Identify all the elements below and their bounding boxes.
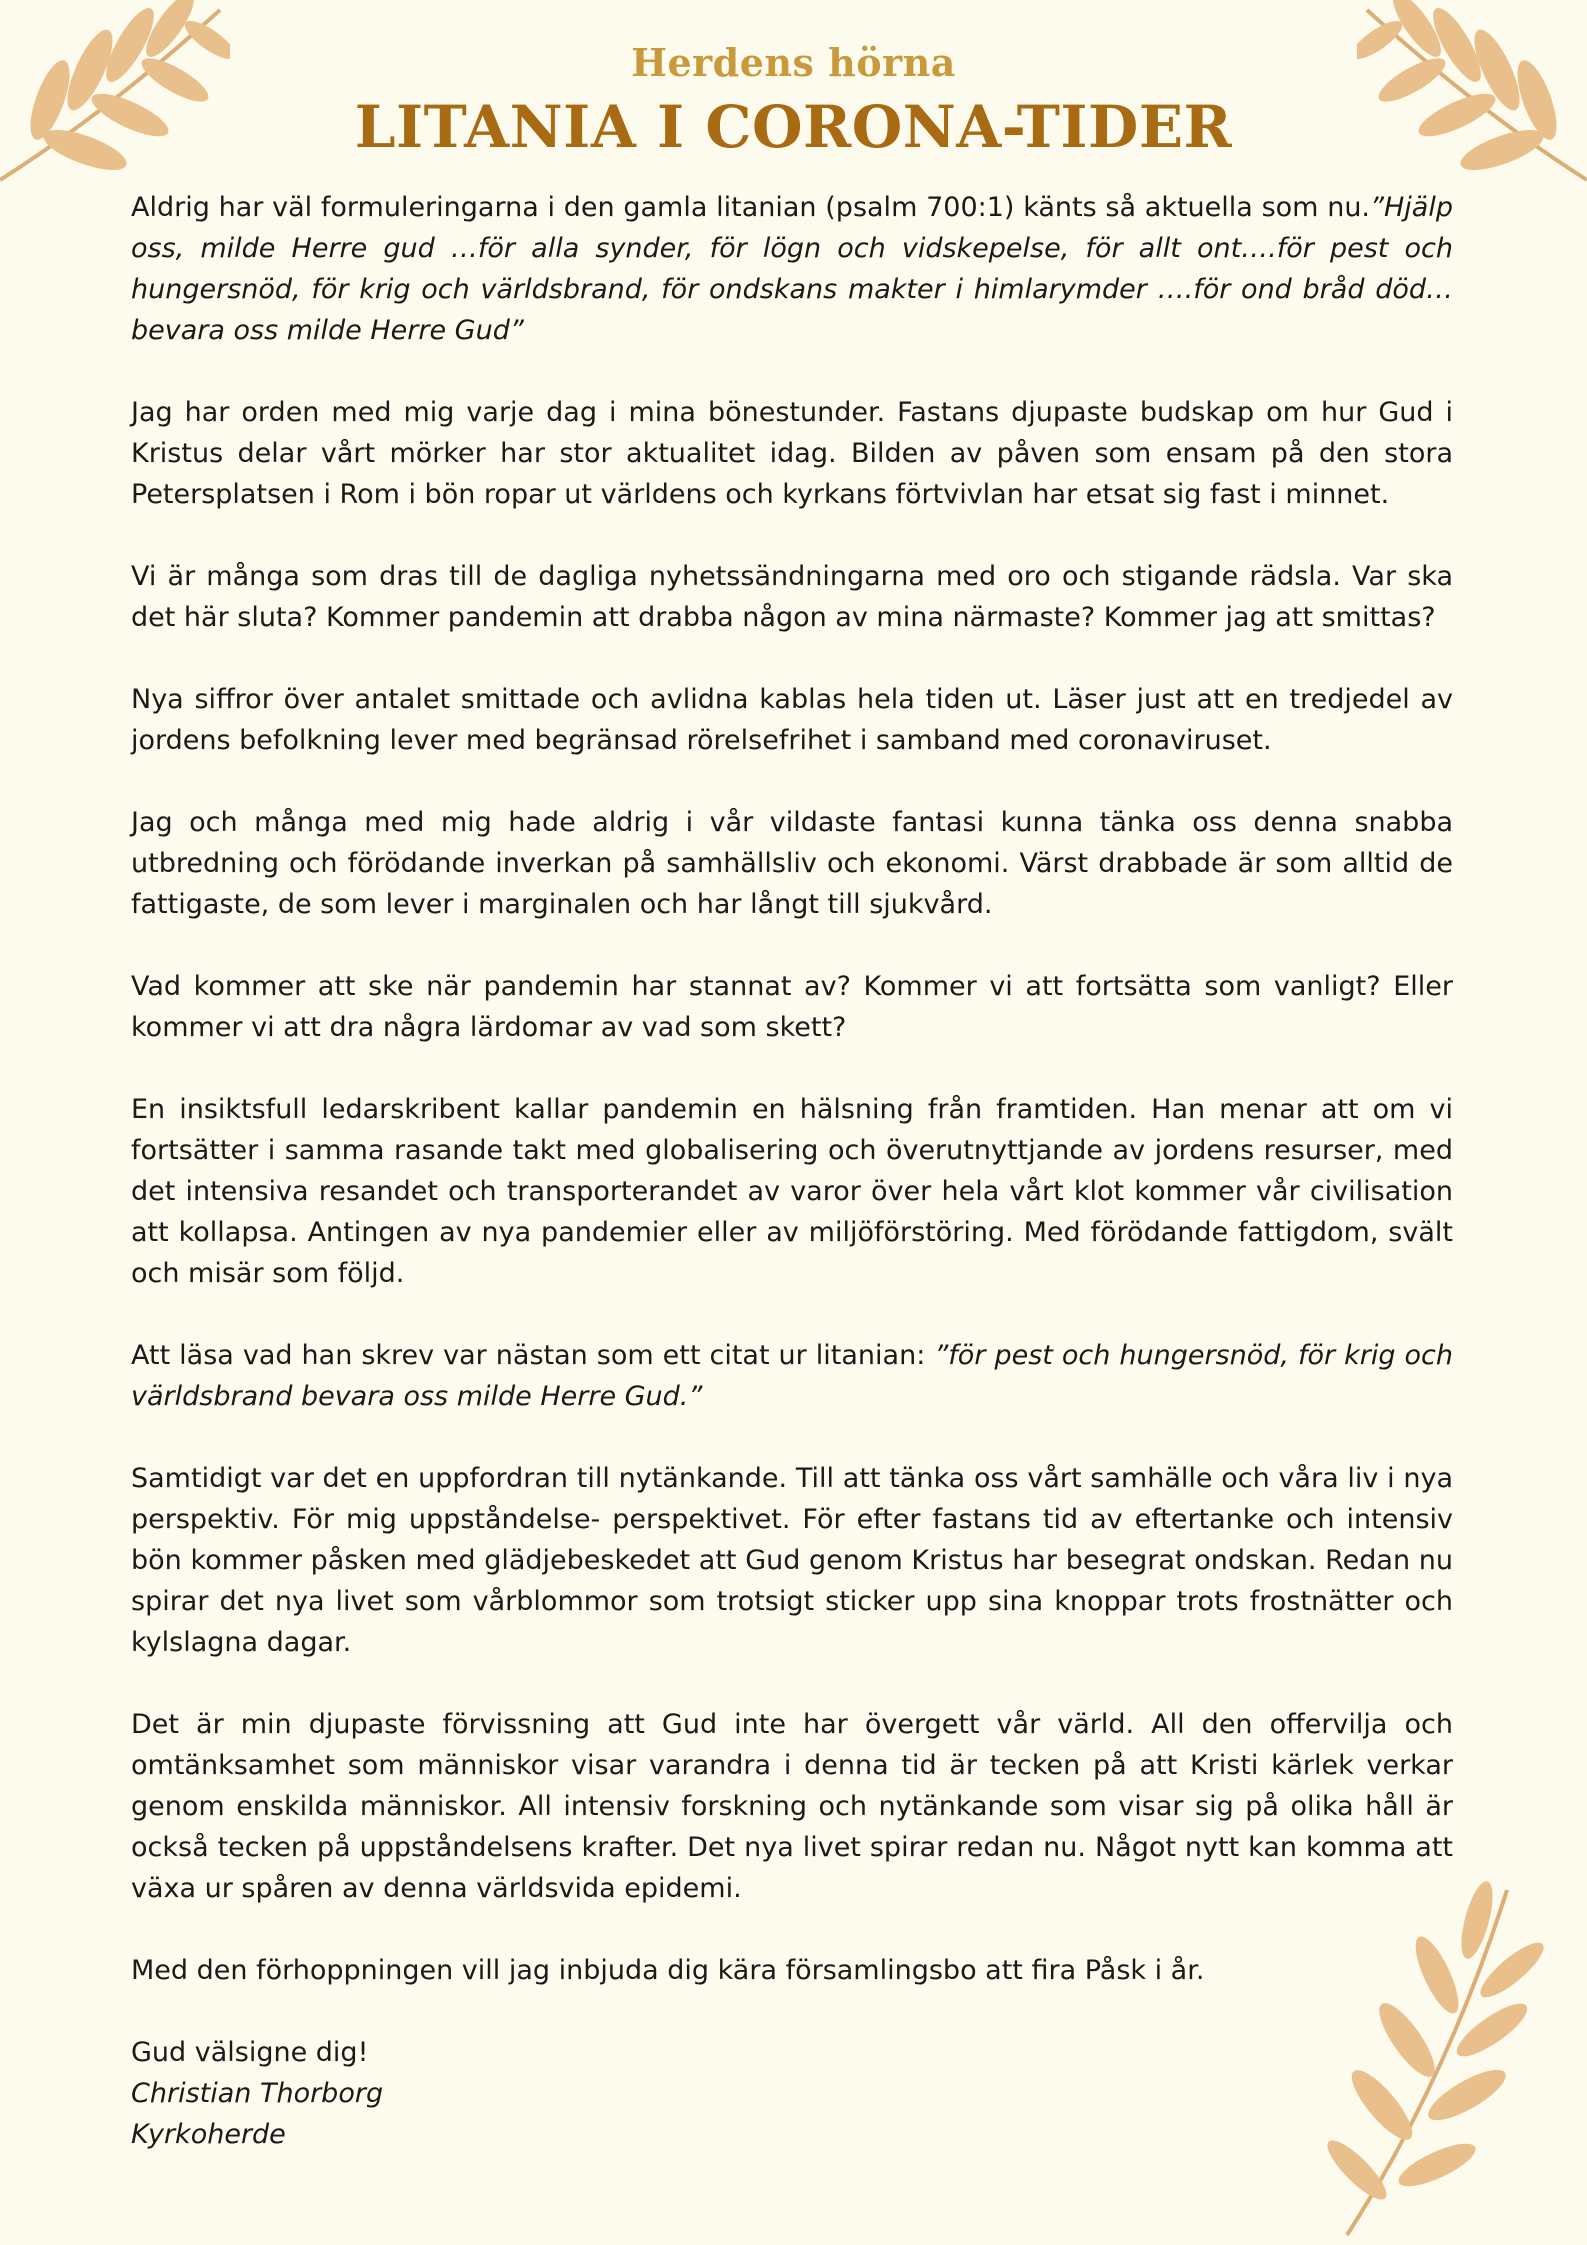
paragraph-5: Jag och många med mig hade aldrig i vår vildaste fantasi kunna tänka oss denna snabba utbredning och förödande inverkan på samhällsliv och ekonomi. Värst drabbade är som alltid de fattigaste, de som lever i marginalen och har långt till sjukvård.: [131, 807, 1453, 920]
litany-quote: ”Hjälp oss, milde Herre gud …för alla synder, för lögn och vidskepelse, för allt ont….för pest och hungersnöd, för krig och världsbrand, för ondskans makter i himlarymder ….för ond bråd död…bevara oss milde Herre Gud”: [131, 192, 1453, 346]
paragraph-7: En insiktsfull ledarskribent kallar pandemin en hälsning från framtiden. Han menar att om vi fortsätter i samma rasande takt med globalisering och överutnyttjande av jordens resurser, med det intensiva resandet och transporterandet av varor över hela vårt klot kommer vår civilisation att kollapsa. Antingen av nya pandemier eller av miljöförstöring. Med förödande fattigdom, svält och misär som följd.: [131, 1094, 1453, 1289]
paragraph-11: Med den förhoppningen vill jag inbjuda dig kära församlingsbo att fira Påsk i år.: [131, 1955, 1205, 1986]
paragraph-9: Samtidigt var det en uppfordran till nytänkande. Till att tänka oss vårt samhälle och våra liv i nya perspektiv. För mig uppståndelse- perspektivet. För efter fastans tid av eftertanke och intensiv bön kommer påsken med glädjebeskedet att Gud genom Kristus har besegrat ondskan. Redan nu spirar det nya livet som vårblommor som trotsigt sticker upp sina knoppar trots frostnätter och kylslagna dagar.: [131, 1463, 1453, 1658]
article-body: [131, 187, 1453, 2155]
header: [0, 40, 1587, 161]
author-role: Kyrkoherde: [131, 2119, 286, 2150]
paragraph-8-text: Att läsa vad han skrev var nästan som ett citat ur litanian:: [131, 1340, 935, 1371]
paragraph-3: Vi är många som dras till de dagliga nyhetssändningarna med oro och stigande rädsla. Var ska det här sluta? Kommer pandemin att drabba någon av mina närmaste? Kommer jag att smittas?: [131, 561, 1453, 633]
column-kicker: Herdens hörna: [631, 40, 956, 85]
paragraph-1: [131, 187, 1453, 351]
paragraph-8: [131, 1335, 1453, 1417]
author-name: Christian Thorborg: [131, 2078, 384, 2109]
paragraph-6: Vad kommer att ske när pandemin har stannat av? Kommer vi att fortsätta som vanligt? Eller kommer vi att dra några lärdomar av vad som skett?: [131, 971, 1453, 1043]
paragraph-10: Det är min djupaste förvissning att Gud inte har övergett vår värld. All den offervilja och omtänksamhet som människor visar varandra i denna tid är tecken på att Kristi kärlek verkar genom enskilda människor. All intensiv forskning och nytänkande som visar sig på olika håll är också tecken på uppståndelsens krafter. Det nya livet spirar redan nu. Något nytt kan komma att växa ur spåren av denna världsvida epidemi.: [131, 1709, 1453, 1904]
page-title: LITANIA I CORONA-TIDER: [354, 93, 1233, 161]
blessing: Gud välsigne dig!: [131, 2037, 369, 2068]
paragraph-4: Nya siffror över antalet smittade och avlidna kablas hela tiden ut. Läser just att en tredjedel av jordens befolkning lever med begränsad rörelsefrihet i samband med coronaviruset.: [131, 684, 1453, 756]
paragraph-1-text: Aldrig har väl formuleringarna i den gamla litanian (psalm 700:1) känts så aktuella som nu.: [131, 192, 1371, 223]
litany-quote-2: ”för pest och hungersnöd, för krig och världsbrand bevara oss milde Herre Gud.”: [131, 1340, 1453, 1412]
paragraph-2: Jag har orden med mig varje dag i mina bönestunder. Fastans djupaste budskap om hur Gud i Kristus delar vårt mörker har stor aktualitet idag. Bilden av påven som ensam på den stora Petersplatsen i Rom i bön ropar ut världens och kyrkans förtvivlan har etsat sig fast i minnet.: [131, 397, 1453, 510]
